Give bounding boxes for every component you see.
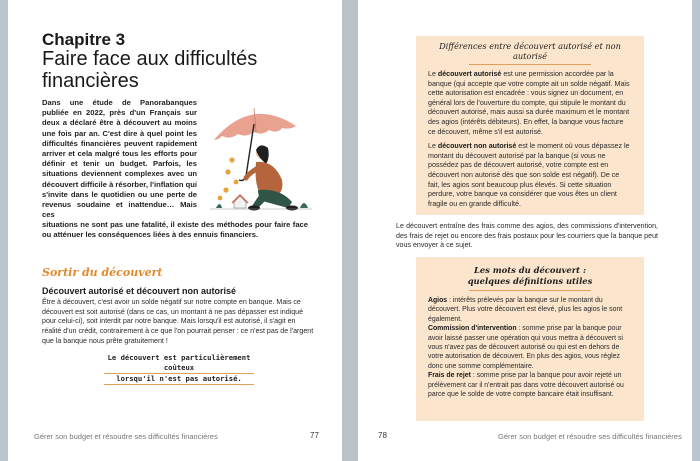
book-gutter	[342, 0, 358, 461]
chapter-title: Faire face aux difficultés financières	[42, 48, 258, 92]
intro-paragraph-continued: situations ne sont pas une fatalité, il existe des méthodes pour faire face ou atténuer les conséquences liées à des ennuis financiers.	[42, 220, 308, 240]
definition-frais-rejet: Frais de rejet : somme prise par la banque pour avoir rejeté un prélèvement car il n'entrait pas dans votre découvert autorisé ou parce que le solde de votre compte bancaire était insuffisant.	[428, 372, 624, 399]
box1-paragraph-authorized: Le découvert autorisé est une permission accordée par la banque (qui accepte que votre compte ait un solde négatif. Mais cette autorisation est encadrée : vous signez un document, en général lors de l'ouverture du compte, qui stipule le montant du découvert autorisé, mais aussi sa durée maximum et le montant des agios (intérêts débiteurs). En effet, la banque vous facture ce découvert, même s'il est autorisé.	[428, 70, 630, 136]
subsection-title: Découvert autorisé et découvert non autorisé	[42, 286, 237, 296]
definition-agios: Agios : intérêts prélevés par la banque sur le montant du découvert. Plus votre découvert est élevé, plus les agios le sont également.	[428, 297, 623, 323]
intro-paragraph: Dans une étude de Panorabanques publiée en 2022, près d'un Français sur deux a déclaré être à découvert au moins une fois par an. C'est dire à quel point les difficultés financières peuvent rapidement arriver et cela malgré tous les efforts pour définir et tenir un budget. Parfois, les situations deviennent complexes avec un découvert difficile à résorber, l'inflation qui s'invite dans le quotidien ou une perte de revenus soudaine et inattendue… Mais ces	[42, 98, 197, 220]
box2-divider	[469, 290, 591, 291]
section-title: Sortir du découvert	[42, 266, 163, 279]
left-footer: Gérer son budget et résoudre ses difficultés financières	[34, 432, 218, 441]
box1-title: Différences entre découvert autorisé et non autorisé	[439, 41, 621, 61]
definition-box-differences	[416, 36, 644, 215]
box1-paragraph-unauthorized: Le découvert non autorisé est le moment où vous dépassez le montant du découvert autorisé par la banque (si vous ne possédez pas de découvert autorisé, votre compte est en découvert non autorisé dès que son solde est négatif). De ce fait, les agios sont beaucoup plus élevés. Si cette situation perdure, votre banque va considérer que vous êtes un client fragile ou en grande difficulté.	[428, 142, 630, 208]
box2-title: Les mots du découvert : quelques définitions utiles	[467, 265, 593, 286]
callout-line-2: lorsqu'il n'est pas autorisé.	[104, 374, 254, 385]
left-page	[8, 0, 342, 461]
definition-box-glossary	[416, 257, 644, 421]
definition-commission: Commission d'intervention : somme prise par la banque pour avoir laissé passer une opération qui vous mettra à découvert si vous n'avez pas de découvert autorisé ou qui est en dehors de votre autorisation de découvert. En plus des agios, vous réglez donc une somme complémentaire.	[428, 325, 623, 370]
fees-paragraph: Le découvert entraîne des frais comme des agios, des commissions d'intervention, des frais de rejet ou encore des frais postaux pour les courriers que la banque peut vous envoyer à ce sujet.	[396, 222, 658, 250]
chapter-number: Chapitre 3	[42, 30, 126, 49]
right-page-number: 78	[378, 431, 387, 440]
body-paragraph: Être à découvert, c'est avoir un solde négatif sur notre compte en banque. Mais ce découvert est soit autorisé (dans ce cas, un montant à ne pas dépasser est indiqué pour celui-ci), soit interdit par notre banque. Mais lorsqu'il est autorisé, il s'agit en réalité d'un crédit, contrairement à ce que l'on pourrait penser : ce n'est pas de l'argent que la banque nous prête gratuitement !	[42, 298, 314, 345]
left-page-number: 77	[310, 431, 319, 440]
callout-quote	[74, 353, 284, 385]
right-footer: Gérer son budget et résoudre ses difficultés financières	[498, 432, 682, 441]
woman-with-umbrella-and-falling-coins-icon	[196, 98, 321, 218]
right-page	[358, 0, 692, 461]
box1-divider	[469, 64, 591, 65]
callout-line-1: Le découvert est particulièrement coûteux	[104, 353, 254, 374]
